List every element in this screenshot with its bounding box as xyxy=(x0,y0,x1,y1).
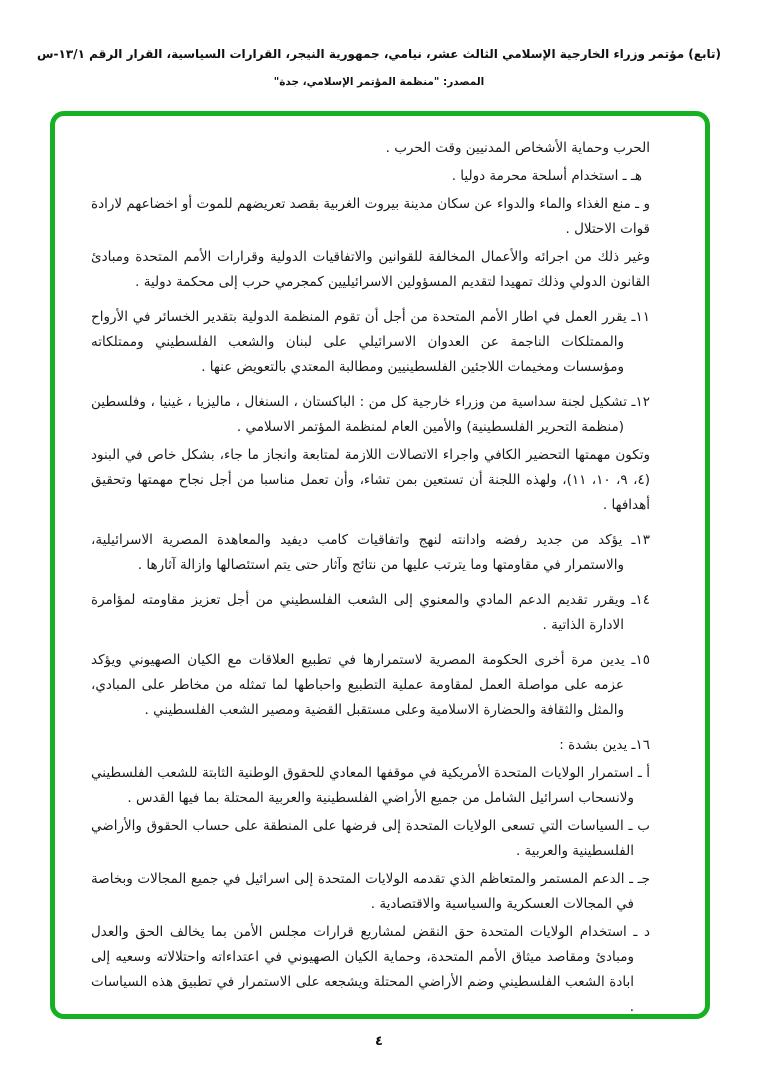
document-paragraph: ١٤ـ ويقرر تقديم الدعم المادي والمعنوي إلى الشعب الفلسطيني من أجل تعزيز مقاومته لمؤامرة الادارة الذاتية . xyxy=(91,592,650,633)
document-paragraph: ١١ـ يقرر العمل في اطار الأمم المتحدة من أجل أن تقوم المنظمة الدولية بتقدير الخسائر في الأرواح والممتلكات الناجمة عن العدوان الاسرائيلي على لبنان والشعب الفلسطيني وممتلكاته ومؤسسات ومخيمات اللاجئين الفلسطينيين ومطالبة المعتدي بالتعويض عنها . xyxy=(91,309,650,375)
document-paragraph: وغير ذلك من اجرائه والأعمال المخالفة للقوانين والاتفاقيات الدولية وقرارات الأمم المتحدة ومبادئ القانون الدولي وذلك تمهيدا لتقديم المسؤولين الاسرائيليين كمجرمي حرب إلى محكمة دولية . xyxy=(91,249,650,290)
document-header-title: (تابع) مؤتمر وزراء الخارجية الإسلامي الثالث عشر، نيامي، جمهورية النيجر، القرارات السياسية، القرار الرقم ١٣/١-س xyxy=(36,47,721,61)
document-paragraph: جـ ـ الدعم المستمر والمتعاظم الذي تقدمه الولايات المتحدة إلى اسرائيل في جميع المجالات وبخاصة في المجالات العسكرية والسياسية والاقتصادية . xyxy=(91,871,650,912)
document-paragraph: ١٦ـ يدين بشدة : xyxy=(559,737,650,753)
document-paragraph: هـ ـ استخدام أسلحة محرمة دوليا . xyxy=(451,168,642,184)
page-number: ٤ xyxy=(375,1034,383,1049)
document-paragraph: أ ـ استمرار الولايات المتحدة الأمريكية في موقفها المعادي للحقوق الوطنية الثابتة للشعب الفلسطيني ولانسحاب اسرائيل الشامل من جميع الأراضي الفلسطينية والعربية المحتلة بما فيها القدس . xyxy=(91,765,650,806)
document-paragraph: ب ـ السياسات التي تسعى الولايات المتحدة إلى فرضها على المنطقة على حساب الحقوق والأراضي الفلسطينية والعربية . xyxy=(91,818,650,859)
document-paragraph: و ـ منع الغذاء والماء والدواء عن سكان مدينة بيروت الغربية بقصد تعريضهم للموت أو اخضاعهم لارادة قوات الاحتلال . xyxy=(91,196,650,237)
document-source-line: المصدر: "منظمة المؤتمر الإسلامي، جدة" xyxy=(273,76,485,88)
document-paragraph: وتكون مهمتها التحضير الكافي واجراء الاتصالات اللازمة لمتابعة وانجاز ما جاء، بشكل خاص في البنود (٤، ٩، ١٠، ١١)، ولهذه اللجنة أن تستعين بمن تشاء، وأن تعمل مناسبا من أجل نجاح مهمتها وتحقيق أهدافها . xyxy=(91,447,650,513)
document-paragraph: ١٣ـ يؤكد من جديد رفضه وادانته لنهج واتفاقيات كامب ديفيد والمعاهدة المصرية الاسرائيلية، والاستمرار في مقاومتها وما يترتب عليها من نتائج وآثار حتى يتم استئصالها وازالة آثارها . xyxy=(91,532,650,573)
document-paragraph: الحرب وحماية الأشخاص المدنيين وقت الحرب . xyxy=(385,140,650,156)
green-border-frame xyxy=(50,111,710,1019)
document-paragraph: ١٢ـ تشكيل لجنة سداسية من وزراء خارجية كل من : الباكستان ، السنغال ، ماليزيا ، غينيا ، وفلسطين (منظمة التحرير الفلسطينية) والأمين العام لمنظمة المؤتمر الاسلامي . xyxy=(91,394,650,435)
document-paragraph: د ـ استخدام الولايات المتحدة حق النقض لمشاريع قرارات مجلس الأمن بما يخالف الحق والعدل ومبادئ ومقاصد ميثاق الأمم المتحدة، وحماية الكيان الصهيوني في اعتداءاته واحتلالاته وسعيه إلى ابادة الشعب الفلسطيني وضم الأراضي المحتلة ويشجعه على الاستمرار في تطبيق هذه السياسات . xyxy=(91,924,650,1014)
document-body xyxy=(55,116,705,1014)
document-paragraph: ١٥ـ يدين مرة أخرى الحكومة المصرية لاستمرارها في تطبيع العلاقات مع الكيان الصهيوني ويؤكد عزمه على مواصلة العمل لمقاومة عملية التطبيع واحباطها لما تمثله من مخاطر على المبادي، والمثل والثقافة والحضارة الاسلامية وعلى مستقبل القضية ومصير الشعب الفلسطيني . xyxy=(91,652,650,718)
